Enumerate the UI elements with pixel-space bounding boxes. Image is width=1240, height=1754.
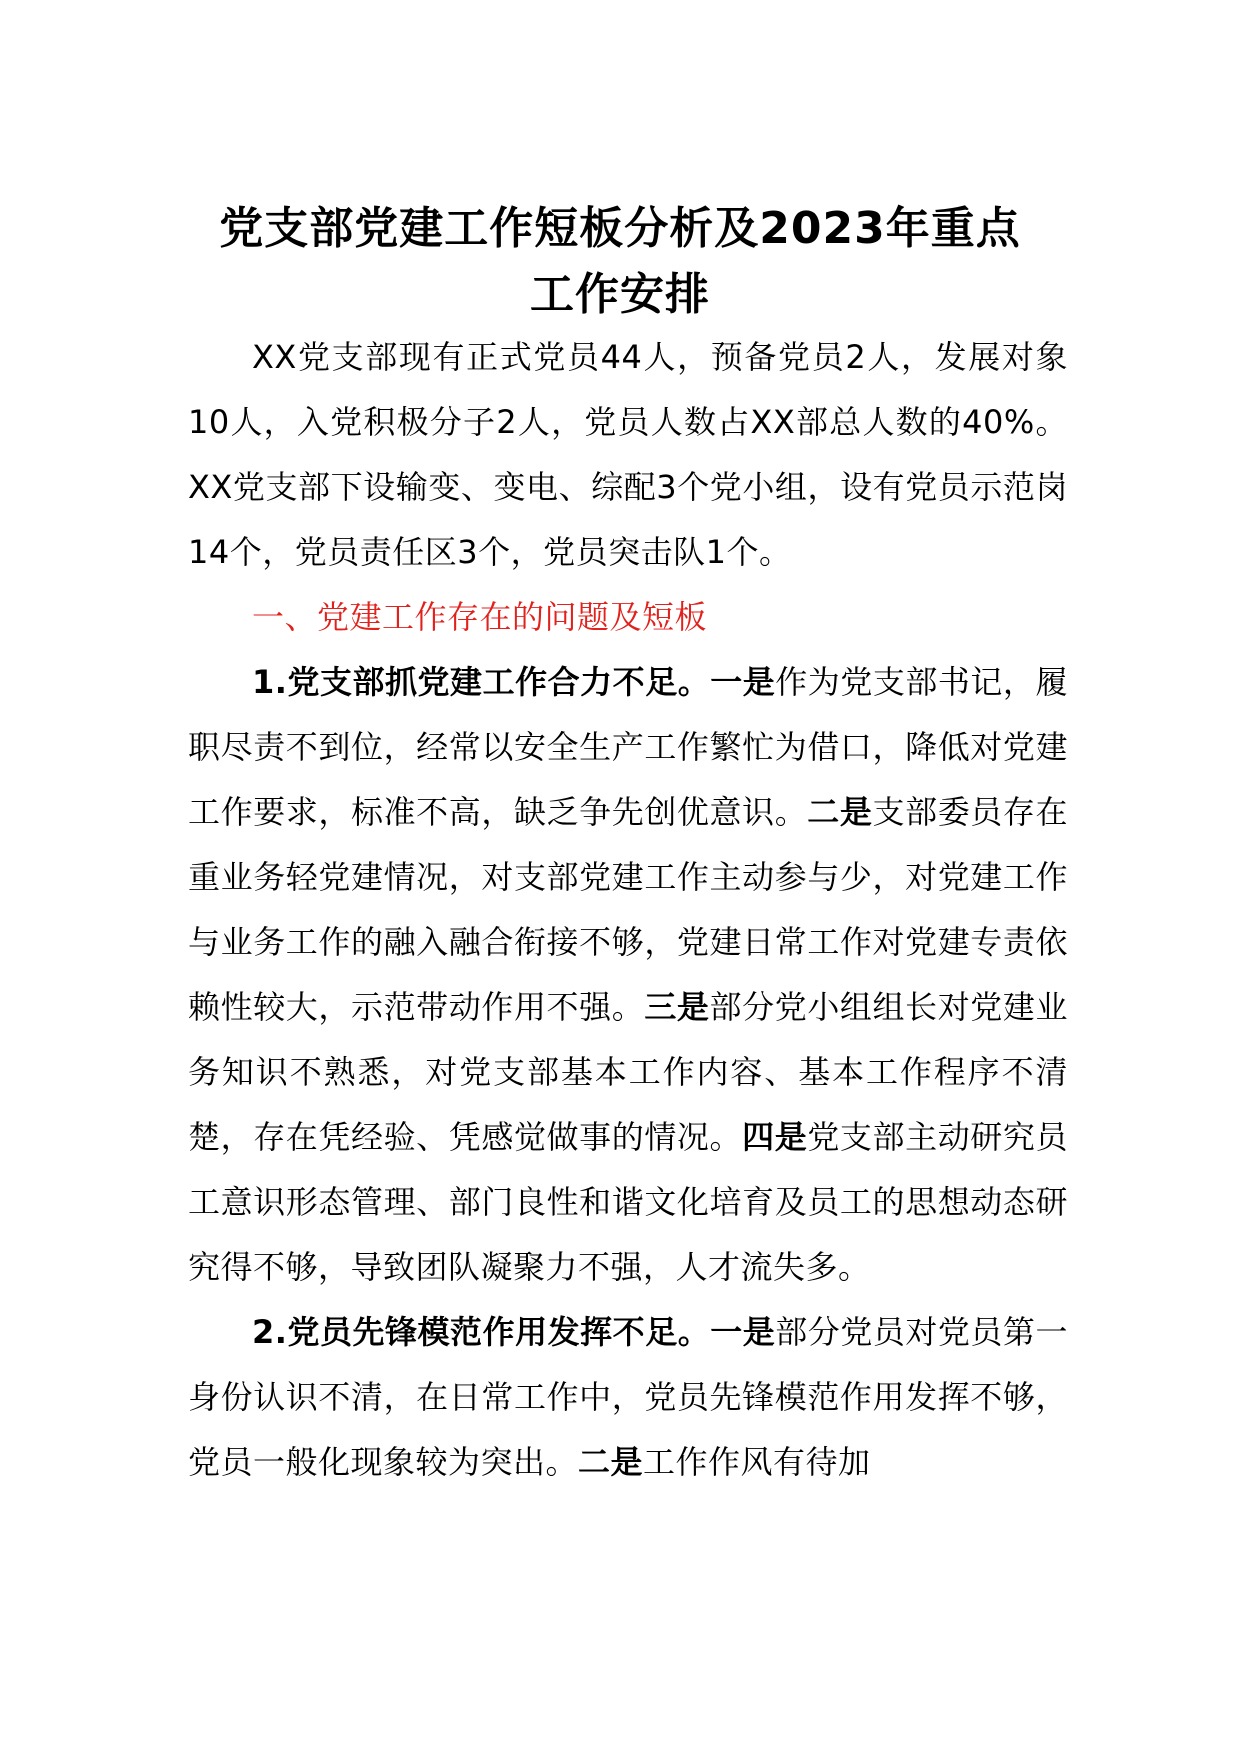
point-text: 工作作风有待加 [643, 1443, 871, 1481]
problem-paragraph-1 [188, 650, 1068, 1300]
point-text: 支部委员存在重业务轻党建情况，对支部党建工作主动参与少，对党建工作与业务工作的融入融合衔接不够，党建日常工作对党建专责依赖性较大，示范带动作用不强。 [188, 793, 1068, 1026]
point-text: 作为党支部书记，履职尽责不到位，经常以安全生产工作繁忙为借口，降低对党建工作要求，标准不高，缺乏争先创优意识。 [188, 663, 1068, 831]
title-line-2: 工作安排 [530, 269, 710, 320]
point-text: 党支部主动研究员工意识形态管理、部门良性和谐文化培育及员工的思想动态研究得不够，导致团队凝聚力不强，人才流失多。 [188, 1118, 1068, 1286]
point-marker: 二是 [578, 1443, 644, 1481]
paragraph-lead: 1.党支部抓党建工作合力不足。 [252, 663, 711, 701]
intro-paragraph: XX党支部现有正式党员44人，预备党员2人，发展对象10人，入党积极分子2人，党员人数占XX部总人数的40%。XX党支部下设输变、变电、综配3个党小组，设有党员示范岗14个，党员责任区3个，党员突击队1个。 [188, 338, 1068, 571]
document-body [188, 325, 1068, 1495]
point-marker: 一是 [710, 1313, 776, 1351]
title-line-1: 党支部党建工作短板分析及2023年重点 [219, 203, 1021, 254]
point-text: 部分党小组组长对党建业务知识不熟悉，对党支部基本工作内容、基本工作程序不清楚，存在凭经验、凭感觉做事的情况。 [188, 988, 1068, 1156]
point-marker: 三是 [644, 988, 710, 1026]
point-text: 部分党员对党员第一身份认识不清，在日常工作中，党员先锋模范作用发挥不够，党员一般化现象较为突出。 [188, 1313, 1068, 1481]
point-marker: 一是 [710, 663, 776, 701]
document-title [0, 196, 1240, 328]
section-heading-1: 一、党建工作存在的问题及短板 [252, 598, 708, 636]
point-marker: 二是 [807, 793, 873, 831]
problem-paragraph-2 [188, 1300, 1068, 1495]
paragraph-lead: 2.党员先锋模范作用发挥不足。 [252, 1313, 711, 1351]
point-marker: 四是 [742, 1118, 808, 1156]
